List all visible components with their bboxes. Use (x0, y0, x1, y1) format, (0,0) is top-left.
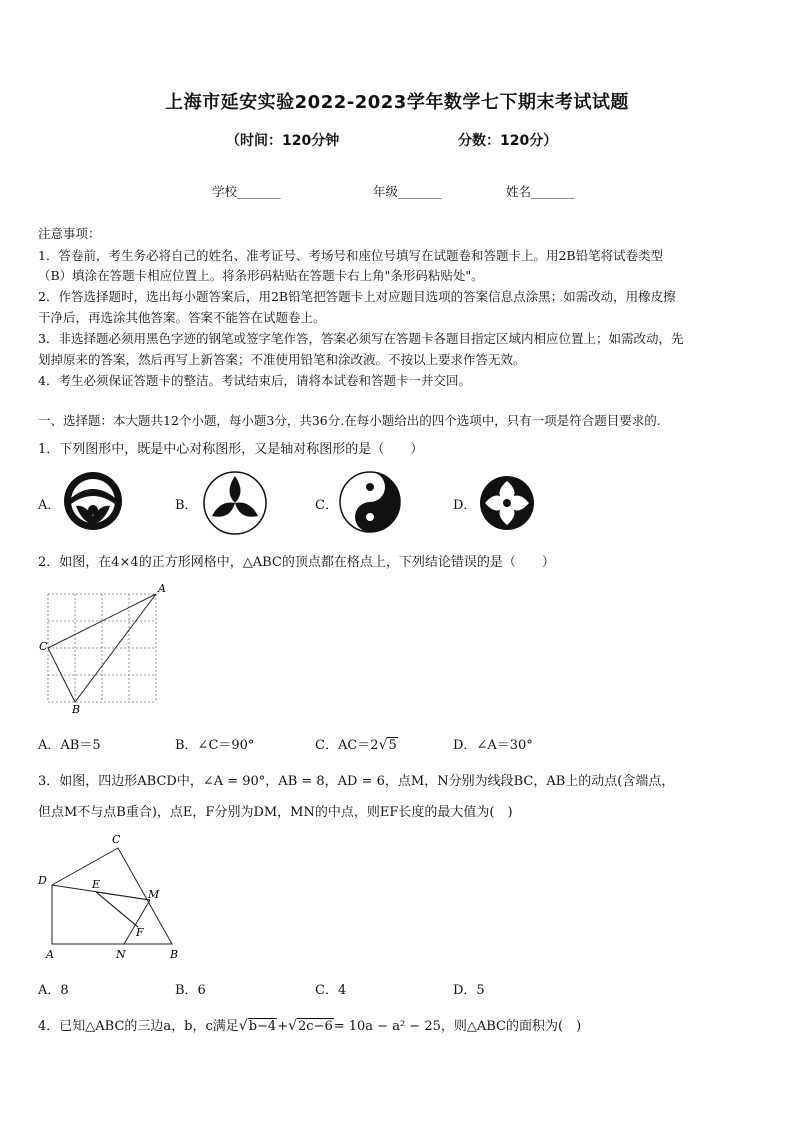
page-title: 上海市延安实验2022-2023学年数学七下期末考试试题 (165, 92, 629, 113)
notes-line: 划掉原来的答案，然后再写上新答案；不准使用铅笔和涂改液。不按以上要求作答无效。 (38, 352, 526, 367)
exam-time: （时间：120分钟 (226, 133, 340, 149)
q1-figure-b (202, 470, 268, 536)
exam-score: 分数：120分） (458, 133, 558, 149)
q1-option-c: C． (315, 498, 338, 513)
q2-option-d: D．∠A＝30° (453, 738, 533, 753)
q2-grid-figure (38, 582, 172, 714)
notes-line: 干净后，再选涂其他答案。答案不能答在试题卷上。 (38, 310, 326, 325)
q3-label-c: C (112, 833, 121, 846)
q1-option-b: B． (175, 498, 198, 513)
q2-option-c-text: C．AC＝2 (315, 738, 379, 753)
q3-label-d: D (38, 874, 47, 887)
q4-stem-part2: = 10a − a² − 25，则△ABC的面积为( ) (333, 1019, 582, 1034)
q4-stem: 4．已知△ABC的三边a，b，c满足√b−4+√2c−6= 10a − a² − 25，则△ABC的面积为( ) (38, 1018, 582, 1034)
q1-option-d: D． (453, 498, 477, 513)
q2-label-c: C (39, 640, 48, 653)
q3-label-n: N (116, 948, 126, 961)
q3-option-d: D．5 (453, 983, 485, 998)
grade-field: 年级_______ (373, 184, 442, 199)
notes-heading: 注意事项： (38, 226, 101, 241)
q3-label-e: E (92, 878, 101, 891)
name-field: 姓名_______ (506, 184, 575, 199)
q3-stem-line2: 但点M不与点B重合)，点E，F分别为DM，MN的中点，则EF长度的最大值为( ) (38, 805, 513, 820)
q2-label-a: A (158, 582, 166, 595)
q3-label-b: B (170, 948, 179, 961)
q1-stem: 1．下列图形中，既是中心对称图形，又是轴对称图形的是（ ） (38, 442, 424, 457)
q3-label-m: M (148, 888, 160, 901)
q2-option-c: C．AC＝2√5 (315, 737, 397, 753)
q3-label-f: F (136, 926, 144, 939)
section-heading: 一、选择题：本大题共12个小题，每小题3分，共36分.在每小题给出的四个选项中，只有一项是符合题目要求的. (38, 413, 661, 428)
notes-line: 2．作答选择题时，选出每小题答案后，用2B铅笔把答题卡上对应题目选项的答案信息点涂黑；如需改动，用橡皮擦 (38, 289, 676, 304)
q2-stem: 2．如图，在4×4的正方形网格中，△ABC的顶点都在格点上，下列结论错误的是（ ） (38, 555, 555, 570)
q1-figure-c (338, 470, 402, 534)
notes-line: 3．非选择题必须用黑色字迹的钢笔或签字笔作答，答案必须写在答题卡各题目指定区域内相应位置上；如需改动，先 (38, 331, 684, 346)
q1-figure-a (62, 470, 124, 532)
q2-option-a: A．AB＝5 (38, 738, 101, 753)
q1-option-a: A． (38, 498, 61, 513)
notes-line: 1．答卷前，考生务必将自己的姓名、准考证号、考场号和座位号填写在试题卷和答题卡上。用2B铅笔将试卷类型 (38, 248, 664, 263)
q2-option-b: B．∠C＝90° (175, 738, 255, 753)
q1-figure-d (478, 474, 536, 532)
notes-line: 4．考生必须保证答题卡的整洁。考试结束后，请将本试卷和答题卡一并交回。 (38, 373, 471, 388)
q3-label-a: A (46, 948, 54, 961)
school-field: 学校_______ (212, 184, 281, 199)
q3-option-c: C．4 (315, 983, 347, 998)
q4-plus: + (277, 1019, 289, 1034)
q2-label-b: B (72, 703, 81, 714)
q2-option-c-radicand: 5 (388, 738, 397, 753)
q3-option-a: A．8 (38, 983, 69, 998)
q4-radical-1: b−4 (248, 1019, 277, 1034)
notes-line: （B）填涂在答题卡相应位置上。将条形码粘贴在答题卡右上角"条形码粘贴处"。 (38, 268, 484, 283)
q3-stem-line1: 3．如图，四边形ABCD中，∠A = 90°，AB = 8，AD = 6，点M，N分别为线段BC，AB上的动点(含端点， (38, 774, 675, 789)
q4-radical-2: 2c−6 (298, 1019, 333, 1034)
q3-option-b: B．6 (175, 983, 206, 998)
q4-stem-part1: 4．已知△ABC的三边a，b，c满足 (38, 1019, 239, 1034)
q3-quadrilateral-figure (34, 830, 184, 966)
